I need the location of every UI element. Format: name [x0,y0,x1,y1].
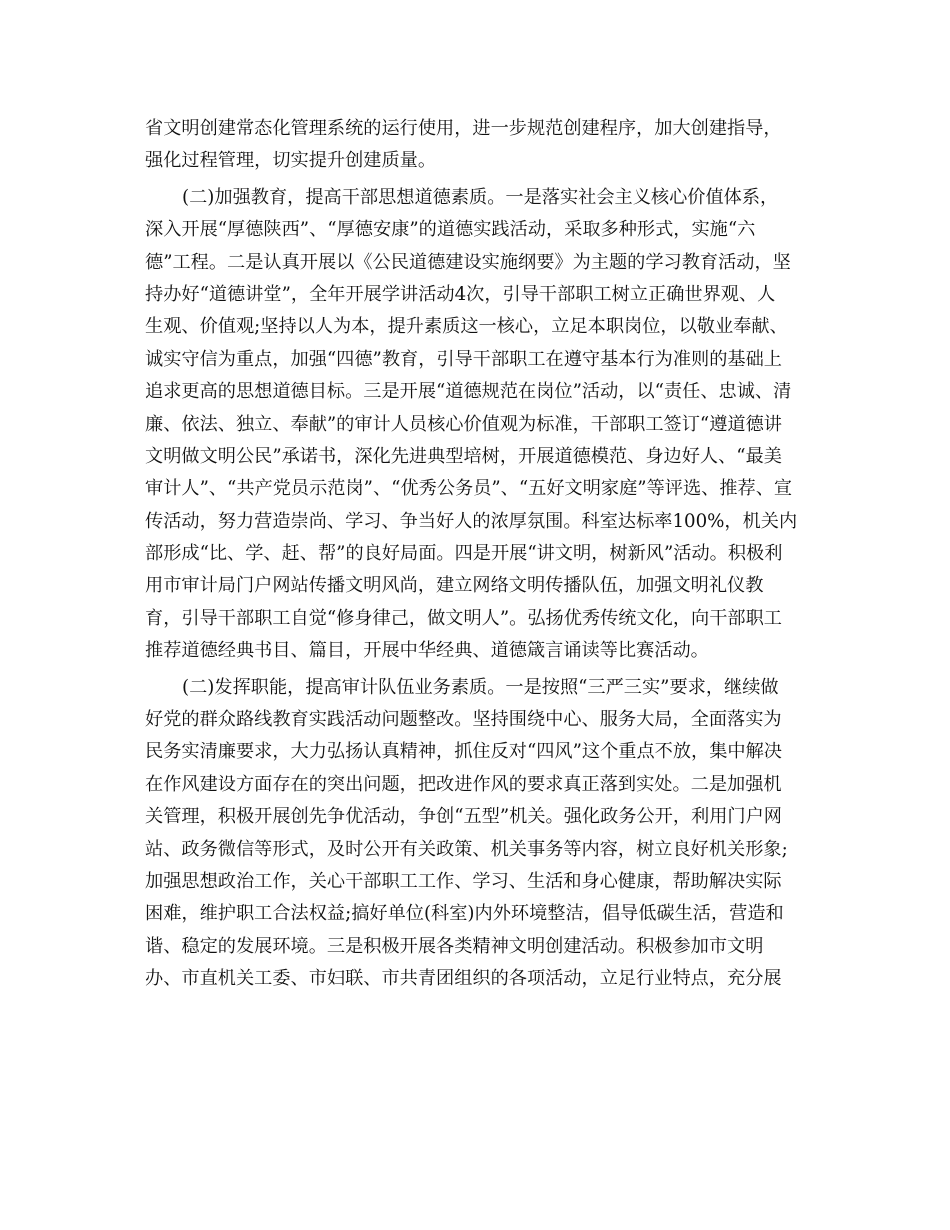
text-line: 困难，维护职工合法权益;搞好单位(科室)内外环境整洁，倡导低碳生活，营造和 [145,903,784,925]
text-line: 持办好“道德讲堂”，全年开展学讲活动4次，引导干部职工树立正确世界观、人 [145,283,776,305]
text-line: 推荐道德经典书目、篇目，开展中华经典、道德箴言诵读等比赛活动。 [145,640,709,662]
text-line: 传活动，努力营造崇尚、学习、争当好人的浓厚氛围。科室达标率100%，机关内 [145,510,798,532]
text-line: 诚实守信为重点，加强“四德”教育，引导干部职工在遵守基本行为准则的基础上 [145,348,782,370]
text-line: 廉、依法、独立、奉献”的审计人员核心价值观为标准，干部职工签订“遵道德讲 [145,413,782,435]
text-line: 德”工程。二是认真开展以《公民道德建设实施纲要》为主题的学习教育活动，坚 [145,251,791,273]
text-line: 站、政务微信等形式，及时公开有关政策、机关事务等内容，树立良好机关形象; [145,838,788,860]
text-line: 用市审计局门户网站传播文明风尚，建立网络文明传播队伍，加强文明礼仪教 [145,575,764,597]
text-line: 省文明创建常态化管理系统的运行使用，进一步规范创建程序，加大创建指导， [145,118,782,139]
text-line: 好党的群众路线教育实践活动问题整改。坚持围绕中心、服务大局，全面落实为 [145,709,782,731]
text-line: 育，引导干部职工自觉“修身律己，做文明人”。弘扬优秀传统文化，向干部职工 [145,607,782,629]
text-line: 强化过程管理，切实提升创建质量。 [145,150,437,172]
text-line: 谐、稳定的发展环境。三是积极开展各类精神文明创建活动。积极参加市文明 [145,935,764,957]
text-line: 加强思想政治工作，关心干部职工工作、学习、生活和身心健康，帮助解决实际 [145,870,782,892]
text-line: 深入开展“厚德陕西”、“厚德安康”的道德实践活动，采取多种形式，实施“六 [145,219,756,241]
paragraph-first-line: (二)发挥职能，提高审计队伍业务素质。一是按照“三严三实”要求，继续做 [182,676,779,698]
text-line: 生观、价值观;坚持以人为本，提升素质这一核心，立足本职岗位，以敬业奉献、 [145,316,788,338]
text-line: 部形成“比、学、赶、帮”的良好局面。四是开展“讲文明，树新风”活动。积极利 [145,543,783,565]
text-line: 民务实清廉要求，大力弘扬认真精神，抓住反对“四风”这个重点不放，集中解决 [145,741,782,763]
text-line: 追求更高的思想道德目标。三是开展“道德规范在岗位”活动，以“责任、忠诚、清 [145,381,792,403]
text-line: 审计人”、“共产党员示范岗”、“优秀公务员”、“五好文明家庭”等评选、推荐、宣 [145,478,793,500]
document-body [145,113,813,996]
text-line: 文明做文明公民”承诺书，深化先进典型培树，开展道德模范、身边好人、“最美 [145,445,782,467]
text-line: 在作风建设方面存在的突出问题，把改进作风的要求真正落到实处。二是加强机 [145,773,782,795]
paragraph-first-line: (二)加强教育，提高干部思想道德素质。一是落实社会主义核心价值体系， [182,186,779,208]
text-line: 关管理，积极开展创先争优活动，争创“五型”机关。强化政务公开，利用门户网 [145,806,782,828]
text-line: 办、市直机关工委、市妇联、市共青团组织的各项活动，立足行业特点，充分展 [145,968,782,990]
